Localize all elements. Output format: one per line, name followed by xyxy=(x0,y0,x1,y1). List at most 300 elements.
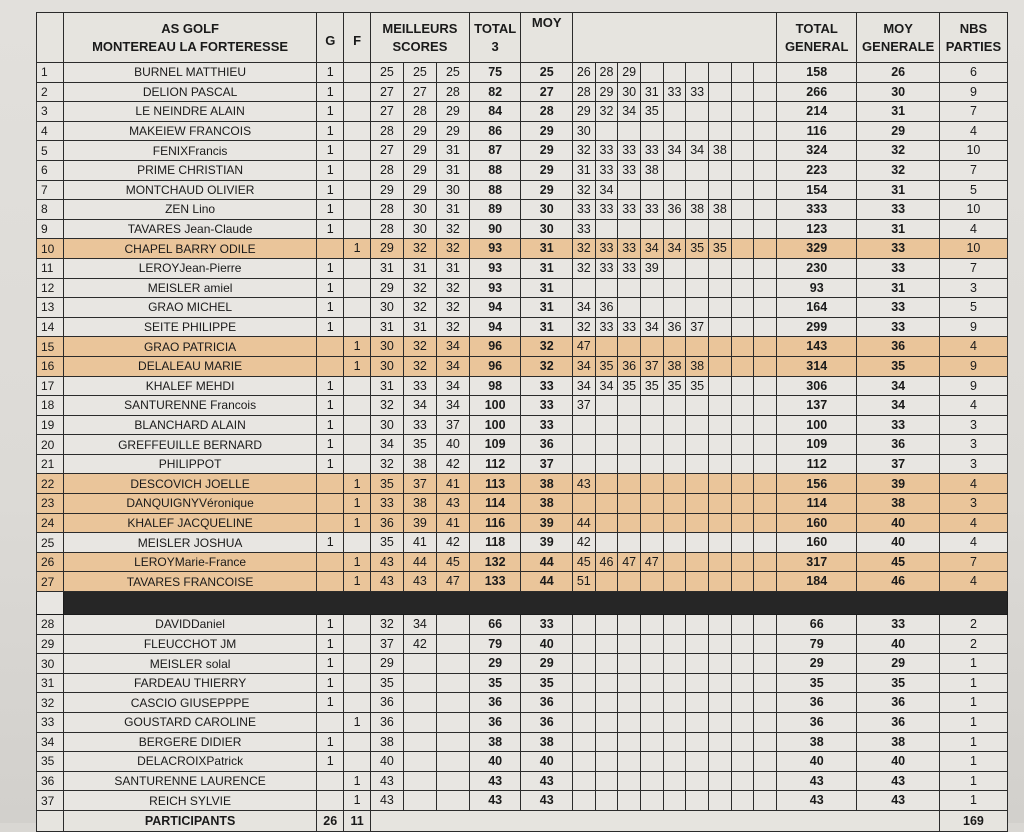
gender-g xyxy=(317,791,344,811)
total-general: 38 xyxy=(777,732,857,752)
round-score xyxy=(663,219,686,239)
table-row xyxy=(37,337,1008,357)
round-score xyxy=(709,494,732,514)
round-score xyxy=(731,102,754,122)
player-name: LE NEINDRE ALAIN xyxy=(63,102,317,122)
round-score xyxy=(663,454,686,474)
round-score xyxy=(595,634,618,654)
round-score xyxy=(595,454,618,474)
round-score xyxy=(709,356,732,376)
best-score: 29 xyxy=(436,102,469,122)
round-score xyxy=(572,634,595,654)
best-score: 29 xyxy=(403,121,436,141)
round-score: 30 xyxy=(618,82,641,102)
round-score: 47 xyxy=(618,552,641,572)
round-score xyxy=(640,533,663,553)
nbs-parties: 1 xyxy=(939,713,1007,733)
player-name: BURNEL MATTHIEU xyxy=(63,63,317,83)
player-name: LEROYMarie-France xyxy=(63,552,317,572)
total-general: 317 xyxy=(777,552,857,572)
round-score: 34 xyxy=(572,376,595,396)
best-score: 32 xyxy=(403,337,436,357)
total-general: 36 xyxy=(777,693,857,713)
best-score: 32 xyxy=(436,298,469,318)
best-score: 31 xyxy=(403,258,436,278)
round-score: 34 xyxy=(663,239,686,259)
round-score: 32 xyxy=(572,180,595,200)
round-score: 34 xyxy=(640,239,663,259)
table-row xyxy=(37,63,1008,83)
gender-f: 1 xyxy=(344,791,371,811)
moy: 31 xyxy=(521,298,573,318)
round-score xyxy=(686,454,709,474)
best-score: 31 xyxy=(370,258,403,278)
round-score xyxy=(754,356,777,376)
round-score xyxy=(663,396,686,416)
row-index: 12 xyxy=(37,278,64,298)
round-score xyxy=(640,454,663,474)
round-score xyxy=(640,415,663,435)
round-score xyxy=(686,337,709,357)
round-score xyxy=(663,634,686,654)
round-score xyxy=(640,752,663,772)
round-score xyxy=(754,494,777,514)
best-score xyxy=(436,654,469,674)
header-total-3: TOTAL 3 xyxy=(469,13,521,63)
player-name: SEITE PHILIPPE xyxy=(63,317,317,337)
footer-blank xyxy=(370,810,939,831)
row-index: 4 xyxy=(37,121,64,141)
round-score xyxy=(595,337,618,357)
total-3: 36 xyxy=(469,713,521,733)
best-score: 29 xyxy=(370,239,403,259)
nbs-parties: 1 xyxy=(939,693,1007,713)
gender-f xyxy=(344,63,371,83)
round-score xyxy=(754,141,777,161)
row-index: 14 xyxy=(37,317,64,337)
round-score xyxy=(663,258,686,278)
round-score xyxy=(572,454,595,474)
round-score xyxy=(754,298,777,318)
gender-f xyxy=(344,634,371,654)
player-name: MEISLER JOSHUA xyxy=(63,533,317,553)
total-general: 184 xyxy=(777,572,857,592)
best-score: 32 xyxy=(403,239,436,259)
nbs-parties: 7 xyxy=(939,258,1007,278)
moy: 25 xyxy=(521,63,573,83)
table-row xyxy=(37,513,1008,533)
round-score xyxy=(754,654,777,674)
round-score xyxy=(663,102,686,122)
round-score xyxy=(709,552,732,572)
total-3: 116 xyxy=(469,513,521,533)
moy-generale: 33 xyxy=(857,200,939,220)
total-3: 100 xyxy=(469,396,521,416)
round-score: 33 xyxy=(663,82,686,102)
round-score xyxy=(640,791,663,811)
round-score xyxy=(618,435,641,455)
round-score: 29 xyxy=(618,63,641,83)
gender-g: 1 xyxy=(317,219,344,239)
table-row xyxy=(37,552,1008,572)
row-index: 11 xyxy=(37,258,64,278)
total-general: 230 xyxy=(777,258,857,278)
round-score: 43 xyxy=(572,474,595,494)
table-row xyxy=(37,415,1008,435)
total-3: 40 xyxy=(469,752,521,772)
round-score xyxy=(640,615,663,635)
round-score: 32 xyxy=(595,102,618,122)
round-score xyxy=(731,552,754,572)
gender-g xyxy=(317,572,344,592)
best-score: 27 xyxy=(370,141,403,161)
nbs-parties: 1 xyxy=(939,673,1007,693)
round-score xyxy=(663,415,686,435)
round-score: 34 xyxy=(572,298,595,318)
round-score xyxy=(663,791,686,811)
round-score xyxy=(572,435,595,455)
round-score xyxy=(731,121,754,141)
best-score: 28 xyxy=(436,82,469,102)
round-score xyxy=(754,572,777,592)
round-score xyxy=(595,713,618,733)
nbs-parties: 4 xyxy=(939,121,1007,141)
round-score xyxy=(572,673,595,693)
gender-f xyxy=(344,752,371,772)
header-total-general: TOTAL GENERAL xyxy=(777,13,857,63)
moy: 40 xyxy=(521,752,573,772)
table-row xyxy=(37,572,1008,592)
best-score: 33 xyxy=(370,494,403,514)
player-name: KHALEF JACQUELINE xyxy=(63,513,317,533)
moy: 29 xyxy=(521,160,573,180)
round-score xyxy=(640,654,663,674)
gender-g: 1 xyxy=(317,121,344,141)
round-score xyxy=(686,513,709,533)
gender-g: 1 xyxy=(317,160,344,180)
round-score xyxy=(640,474,663,494)
round-score xyxy=(640,572,663,592)
gender-g: 1 xyxy=(317,200,344,220)
moy: 38 xyxy=(521,474,573,494)
round-score: 37 xyxy=(572,396,595,416)
round-score xyxy=(709,258,732,278)
round-score xyxy=(731,732,754,752)
round-score: 38 xyxy=(686,356,709,376)
round-score xyxy=(663,494,686,514)
moy-generale: 29 xyxy=(857,121,939,141)
moy: 32 xyxy=(521,356,573,376)
gender-g: 1 xyxy=(317,654,344,674)
round-score xyxy=(754,552,777,572)
total-3: 43 xyxy=(469,771,521,791)
participants-row xyxy=(37,810,1008,831)
separator-index xyxy=(37,592,64,615)
gender-g: 1 xyxy=(317,63,344,83)
moy: 43 xyxy=(521,791,573,811)
round-score xyxy=(686,160,709,180)
best-score: 25 xyxy=(403,63,436,83)
gender-f xyxy=(344,396,371,416)
round-score xyxy=(754,752,777,772)
nbs-parties: 7 xyxy=(939,102,1007,122)
round-score xyxy=(754,180,777,200)
player-name: CHAPEL BARRY ODILE xyxy=(63,239,317,259)
round-score xyxy=(663,533,686,553)
round-score: 47 xyxy=(572,337,595,357)
nbs-parties: 6 xyxy=(939,63,1007,83)
gender-f xyxy=(344,82,371,102)
round-score: 36 xyxy=(663,317,686,337)
player-name: LEROYJean-Pierre xyxy=(63,258,317,278)
round-score xyxy=(731,63,754,83)
round-score xyxy=(663,552,686,572)
gender-f xyxy=(344,160,371,180)
gender-g xyxy=(317,239,344,259)
round-score xyxy=(618,337,641,357)
row-index: 5 xyxy=(37,141,64,161)
table-row xyxy=(37,180,1008,200)
nbs-parties: 7 xyxy=(939,552,1007,572)
round-score: 30 xyxy=(572,121,595,141)
best-score: 30 xyxy=(436,180,469,200)
best-score: 42 xyxy=(436,454,469,474)
moy: 29 xyxy=(521,654,573,674)
row-index: 30 xyxy=(37,654,64,674)
best-score: 39 xyxy=(403,513,436,533)
round-score xyxy=(686,771,709,791)
total-3: 82 xyxy=(469,82,521,102)
round-score xyxy=(731,141,754,161)
round-score xyxy=(663,732,686,752)
gender-g xyxy=(317,771,344,791)
round-score xyxy=(754,258,777,278)
gender-f xyxy=(344,258,371,278)
round-score xyxy=(686,654,709,674)
gender-g xyxy=(317,356,344,376)
table-row xyxy=(37,752,1008,772)
row-index: 25 xyxy=(37,533,64,553)
round-score xyxy=(754,615,777,635)
round-score xyxy=(754,454,777,474)
gender-g: 1 xyxy=(317,533,344,553)
round-score: 33 xyxy=(572,200,595,220)
total-3: 114 xyxy=(469,494,521,514)
gender-g xyxy=(317,513,344,533)
player-name: MEISLER amiel xyxy=(63,278,317,298)
best-score: 34 xyxy=(436,337,469,357)
golf-results-table xyxy=(36,12,1008,832)
best-score: 32 xyxy=(436,239,469,259)
gender-f: 1 xyxy=(344,356,371,376)
player-name: PHILIPPOT xyxy=(63,454,317,474)
participants-g-total: 26 xyxy=(317,810,344,831)
header-f: F xyxy=(344,13,371,63)
table-row xyxy=(37,239,1008,259)
gender-g: 1 xyxy=(317,102,344,122)
total-3: 132 xyxy=(469,552,521,572)
best-score: 33 xyxy=(403,415,436,435)
row-index: 10 xyxy=(37,239,64,259)
table-row xyxy=(37,474,1008,494)
round-score: 32 xyxy=(572,317,595,337)
total-general: 143 xyxy=(777,337,857,357)
round-score: 51 xyxy=(572,572,595,592)
player-name: GRAO MICHEL xyxy=(63,298,317,318)
player-name: FLEUCCHOT JM xyxy=(63,634,317,654)
moy-generale: 35 xyxy=(857,356,939,376)
gender-f: 1 xyxy=(344,513,371,533)
gender-f xyxy=(344,317,371,337)
moy: 29 xyxy=(521,141,573,161)
round-score xyxy=(754,337,777,357)
moy: 30 xyxy=(521,200,573,220)
round-score: 34 xyxy=(618,102,641,122)
best-score: 30 xyxy=(403,200,436,220)
round-score xyxy=(731,337,754,357)
round-score xyxy=(709,791,732,811)
best-score: 32 xyxy=(436,219,469,239)
round-score xyxy=(595,771,618,791)
moy: 37 xyxy=(521,454,573,474)
best-score xyxy=(436,791,469,811)
header-club-title: AS GOLF MONTEREAU LA FORTERESSE xyxy=(63,13,317,63)
round-score: 33 xyxy=(595,239,618,259)
player-name: GRAO PATRICIA xyxy=(63,337,317,357)
round-score xyxy=(572,278,595,298)
round-score: 38 xyxy=(663,356,686,376)
moy: 43 xyxy=(521,771,573,791)
round-score xyxy=(595,752,618,772)
best-score xyxy=(403,654,436,674)
row-index: 2 xyxy=(37,82,64,102)
best-score: 27 xyxy=(370,102,403,122)
gender-g: 1 xyxy=(317,435,344,455)
round-score xyxy=(754,376,777,396)
moy-generale: 29 xyxy=(857,654,939,674)
round-score xyxy=(709,654,732,674)
moy: 38 xyxy=(521,732,573,752)
row-index: 3 xyxy=(37,102,64,122)
round-score: 35 xyxy=(640,102,663,122)
nbs-parties: 2 xyxy=(939,634,1007,654)
round-score: 33 xyxy=(595,258,618,278)
round-score xyxy=(731,752,754,772)
round-score: 33 xyxy=(595,160,618,180)
row-index: 6 xyxy=(37,160,64,180)
round-score: 33 xyxy=(572,219,595,239)
round-score xyxy=(686,732,709,752)
best-score: 41 xyxy=(436,513,469,533)
row-index: 29 xyxy=(37,634,64,654)
moy: 29 xyxy=(521,180,573,200)
moy-generale: 33 xyxy=(857,415,939,435)
round-score: 33 xyxy=(686,82,709,102)
round-score xyxy=(731,713,754,733)
moy: 39 xyxy=(521,533,573,553)
gender-g: 1 xyxy=(317,376,344,396)
total-3: 93 xyxy=(469,258,521,278)
moy: 39 xyxy=(521,513,573,533)
round-score xyxy=(686,121,709,141)
moy: 28 xyxy=(521,102,573,122)
best-score: 31 xyxy=(436,160,469,180)
round-score xyxy=(686,258,709,278)
best-score: 32 xyxy=(436,317,469,337)
round-score xyxy=(754,63,777,83)
round-score: 31 xyxy=(572,160,595,180)
total-3: 96 xyxy=(469,356,521,376)
header-moy: MOY xyxy=(521,13,573,63)
round-score xyxy=(709,63,732,83)
round-score xyxy=(754,396,777,416)
round-score xyxy=(686,552,709,572)
round-score xyxy=(663,337,686,357)
round-score xyxy=(686,791,709,811)
round-score: 33 xyxy=(595,317,618,337)
moy: 35 xyxy=(521,673,573,693)
row-index: 33 xyxy=(37,713,64,733)
nbs-parties: 3 xyxy=(939,494,1007,514)
round-score xyxy=(754,239,777,259)
row-index: 35 xyxy=(37,752,64,772)
row-index: 22 xyxy=(37,474,64,494)
round-score xyxy=(686,634,709,654)
round-score xyxy=(686,474,709,494)
round-score: 33 xyxy=(595,141,618,161)
round-score xyxy=(686,693,709,713)
best-score xyxy=(436,771,469,791)
row-index: 23 xyxy=(37,494,64,514)
row-index: 13 xyxy=(37,298,64,318)
player-name: DAVIDDaniel xyxy=(63,615,317,635)
table-row xyxy=(37,102,1008,122)
round-score xyxy=(754,474,777,494)
nbs-parties: 1 xyxy=(939,771,1007,791)
player-name: TAVARES Jean-Claude xyxy=(63,219,317,239)
moy: 30 xyxy=(521,219,573,239)
total-general: 329 xyxy=(777,239,857,259)
total-3: 66 xyxy=(469,615,521,635)
row-index: 18 xyxy=(37,396,64,416)
best-score: 25 xyxy=(370,63,403,83)
round-score: 38 xyxy=(709,141,732,161)
round-score xyxy=(618,219,641,239)
round-score xyxy=(754,278,777,298)
round-score xyxy=(754,121,777,141)
gender-g xyxy=(317,474,344,494)
gender-g xyxy=(317,494,344,514)
round-score xyxy=(663,63,686,83)
table-row xyxy=(37,376,1008,396)
best-score xyxy=(403,791,436,811)
moy-generale: 36 xyxy=(857,693,939,713)
round-score: 32 xyxy=(572,239,595,259)
nbs-parties: 4 xyxy=(939,219,1007,239)
row-index: 36 xyxy=(37,771,64,791)
best-score: 41 xyxy=(436,474,469,494)
round-score xyxy=(618,533,641,553)
row-index: 8 xyxy=(37,200,64,220)
round-score xyxy=(640,121,663,141)
round-score: 38 xyxy=(686,200,709,220)
round-score xyxy=(595,615,618,635)
round-score xyxy=(618,634,641,654)
round-score xyxy=(663,693,686,713)
round-score xyxy=(618,572,641,592)
round-score: 35 xyxy=(595,356,618,376)
round-score xyxy=(731,415,754,435)
